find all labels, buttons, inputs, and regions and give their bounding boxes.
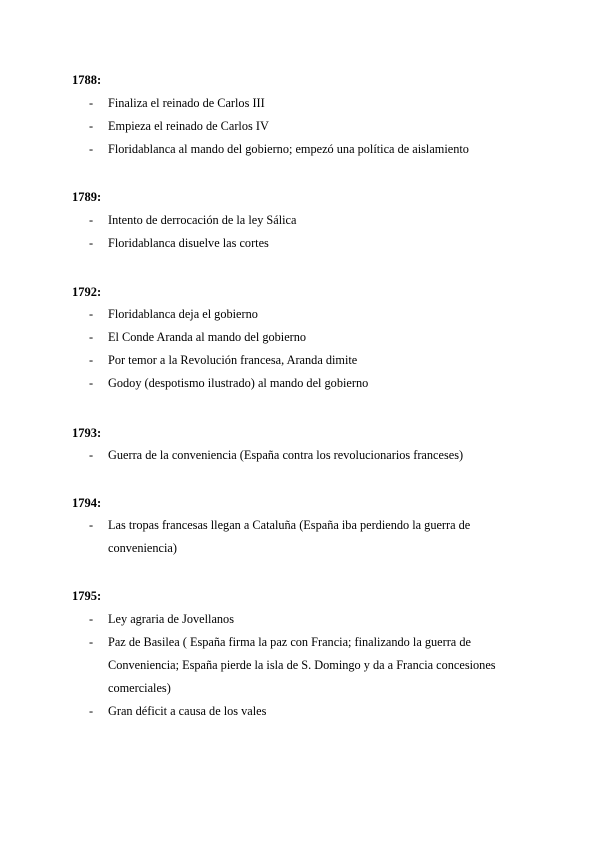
bullet-dash: - bbox=[89, 376, 94, 390]
year-heading-1793: 1793: bbox=[72, 426, 102, 440]
item-text: Empieza el reinado de Carlos IV bbox=[108, 119, 269, 133]
item-text: Godoy (despotismo ilustrado) al mando del gobierno bbox=[108, 376, 369, 390]
year-heading-1795: 1795: bbox=[72, 589, 102, 603]
item-text: Finaliza el reinado de Carlos III bbox=[108, 96, 265, 110]
event-list-1788 bbox=[72, 92, 532, 161]
list-item bbox=[72, 209, 532, 232]
bullet-dash: - bbox=[89, 213, 94, 227]
item-text: Floridablanca disuelve las cortes bbox=[108, 236, 269, 250]
event-list-1794 bbox=[72, 514, 532, 560]
item-text: Guerra de la conveniencia (España contra los revolucionarios franceses) bbox=[108, 448, 464, 462]
item-text: Por temor a la Revolución francesa, Aranda dimite bbox=[108, 353, 358, 367]
item-text: Intento de derrocación de la ley Sálica bbox=[108, 213, 297, 227]
bullet-dash: - bbox=[89, 96, 94, 110]
year-heading-1788: 1788: bbox=[72, 73, 102, 87]
bullet-dash: - bbox=[89, 236, 94, 250]
bullet-dash: - bbox=[89, 330, 94, 344]
item-text: Floridablanca al mando del gobierno; empezó una política de aislamiento bbox=[108, 142, 469, 156]
list-item bbox=[72, 115, 532, 138]
list-item bbox=[72, 608, 532, 631]
list-item bbox=[72, 700, 532, 723]
list-item bbox=[72, 514, 532, 560]
bullet-dash: - bbox=[89, 704, 94, 718]
bullet-dash: - bbox=[89, 119, 94, 133]
event-list-1793 bbox=[72, 444, 532, 467]
bullet-dash: - bbox=[89, 307, 94, 321]
event-list-1795 bbox=[72, 608, 532, 723]
list-item bbox=[72, 138, 532, 161]
event-list-1789 bbox=[72, 209, 532, 255]
item-text: El Conde Aranda al mando del gobierno bbox=[108, 330, 307, 344]
year-heading-1794: 1794: bbox=[72, 496, 102, 510]
year-heading-1789: 1789: bbox=[72, 190, 102, 204]
item-text: Floridablanca deja el gobierno bbox=[108, 307, 258, 321]
item-text: Las tropas francesas llegan a Cataluña (España iba perdiendo la guerra de conveniencia) bbox=[108, 518, 471, 555]
list-item bbox=[72, 444, 532, 467]
bullet-dash: - bbox=[89, 448, 94, 462]
item-text: Gran déficit a causa de los vales bbox=[108, 704, 267, 718]
list-item bbox=[72, 349, 532, 372]
bullet-dash: - bbox=[89, 353, 94, 367]
bullet-dash: - bbox=[89, 612, 94, 626]
year-heading-1792: 1792: bbox=[72, 285, 102, 299]
bullet-dash: - bbox=[89, 142, 94, 156]
item-text: Ley agraria de Jovellanos bbox=[108, 612, 234, 626]
list-item bbox=[72, 232, 532, 255]
list-item bbox=[72, 372, 532, 395]
event-list-1792 bbox=[72, 303, 532, 395]
list-item bbox=[72, 326, 532, 349]
list-item bbox=[72, 631, 532, 700]
item-text: Paz de Basilea ( España firma la paz con Francia; finalizando la guerra de Conveniencia; España pierde la isla de S. Domingo y da a Francia concesiones comerciales) bbox=[108, 635, 496, 695]
list-item bbox=[72, 303, 532, 326]
bullet-dash: - bbox=[89, 518, 94, 532]
bullet-dash: - bbox=[89, 635, 94, 649]
list-item bbox=[72, 92, 532, 115]
